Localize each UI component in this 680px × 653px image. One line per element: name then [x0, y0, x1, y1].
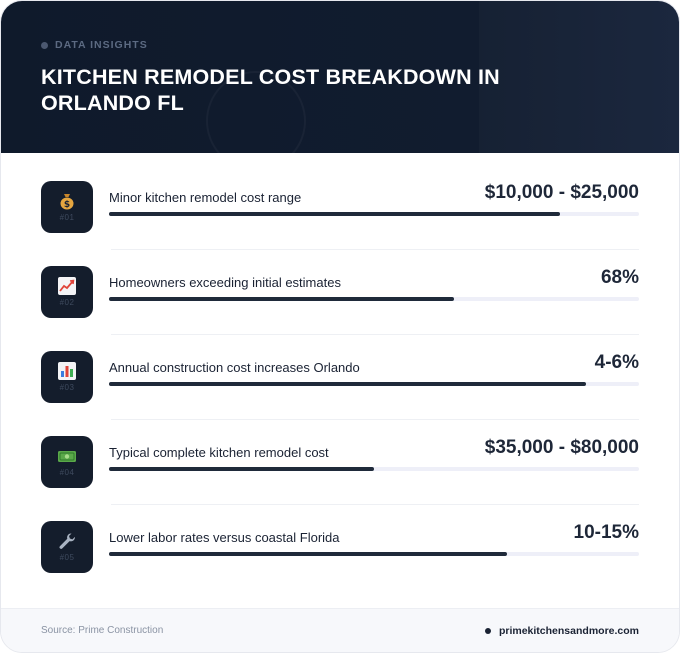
row-value: $10,000 - $25,000 [484, 181, 639, 203]
footer [1, 608, 679, 652]
row-body [109, 181, 639, 233]
header-decoration-panel [479, 1, 679, 153]
eyebrow-dot-icon [41, 42, 48, 49]
row-label: Lower labor rates versus coastal Florida [109, 529, 340, 545]
progress-fill [109, 552, 507, 556]
stats-list [1, 164, 679, 589]
website-label: primekitchensandmore.com [498, 624, 639, 637]
stat-row-annual-increase [41, 334, 639, 419]
progress-track [109, 467, 639, 471]
row-number: #03 [59, 383, 75, 392]
row-label: Typical complete kitchen remodel cost [109, 444, 329, 460]
source-note: Source: Prime Construction [41, 625, 164, 636]
progress-fill [109, 297, 454, 301]
row-number: #05 [59, 553, 75, 562]
row-body [109, 436, 639, 488]
stat-row-minor-remodel [41, 164, 639, 249]
bar-chart-icon [57, 361, 77, 381]
row-value: 4-6% [594, 351, 639, 373]
icon-tile [41, 351, 93, 403]
stat-row-complete-remodel [41, 419, 639, 504]
row-body [109, 266, 639, 318]
cash-icon [57, 446, 77, 466]
icon-tile [41, 181, 93, 233]
progress-track [109, 382, 639, 386]
row-number: #02 [59, 298, 75, 307]
stat-row-labor-rates [41, 504, 639, 589]
progress-fill [109, 212, 560, 216]
row-value: $35,000 - $80,000 [484, 436, 639, 458]
row-label: Minor kitchen remodel cost range [109, 189, 302, 205]
bullet-dot-icon [485, 628, 491, 634]
website-link[interactable] [485, 625, 639, 637]
row-number: #04 [59, 468, 75, 477]
progress-track [109, 552, 639, 556]
row-body [109, 521, 639, 573]
icon-tile [41, 266, 93, 318]
progress-fill [109, 467, 374, 471]
row-label: Annual construction cost increases Orlando [109, 359, 360, 375]
eyebrow-label: DATA INSIGHTS [55, 39, 148, 51]
trend-up-chart-icon [57, 276, 77, 296]
row-number: #01 [59, 213, 75, 222]
header [1, 1, 679, 153]
progress-track [109, 297, 639, 301]
wrench-icon [57, 531, 77, 551]
progress-track [109, 212, 639, 216]
page-title: KITCHEN REMODEL COST BREAKDOWN IN ORLANDO FL [41, 65, 500, 115]
stat-row-exceeding-estimates [41, 249, 639, 334]
row-value: 68% [600, 266, 639, 288]
money-bag-icon [57, 191, 77, 211]
icon-tile [41, 521, 93, 573]
row-body [109, 351, 639, 403]
progress-fill [109, 382, 586, 386]
svg-text:$: $ [63, 200, 71, 210]
row-label: Homeowners exceeding initial estimates [109, 274, 341, 290]
row-value: 10-15% [573, 521, 639, 543]
icon-tile [41, 436, 93, 488]
